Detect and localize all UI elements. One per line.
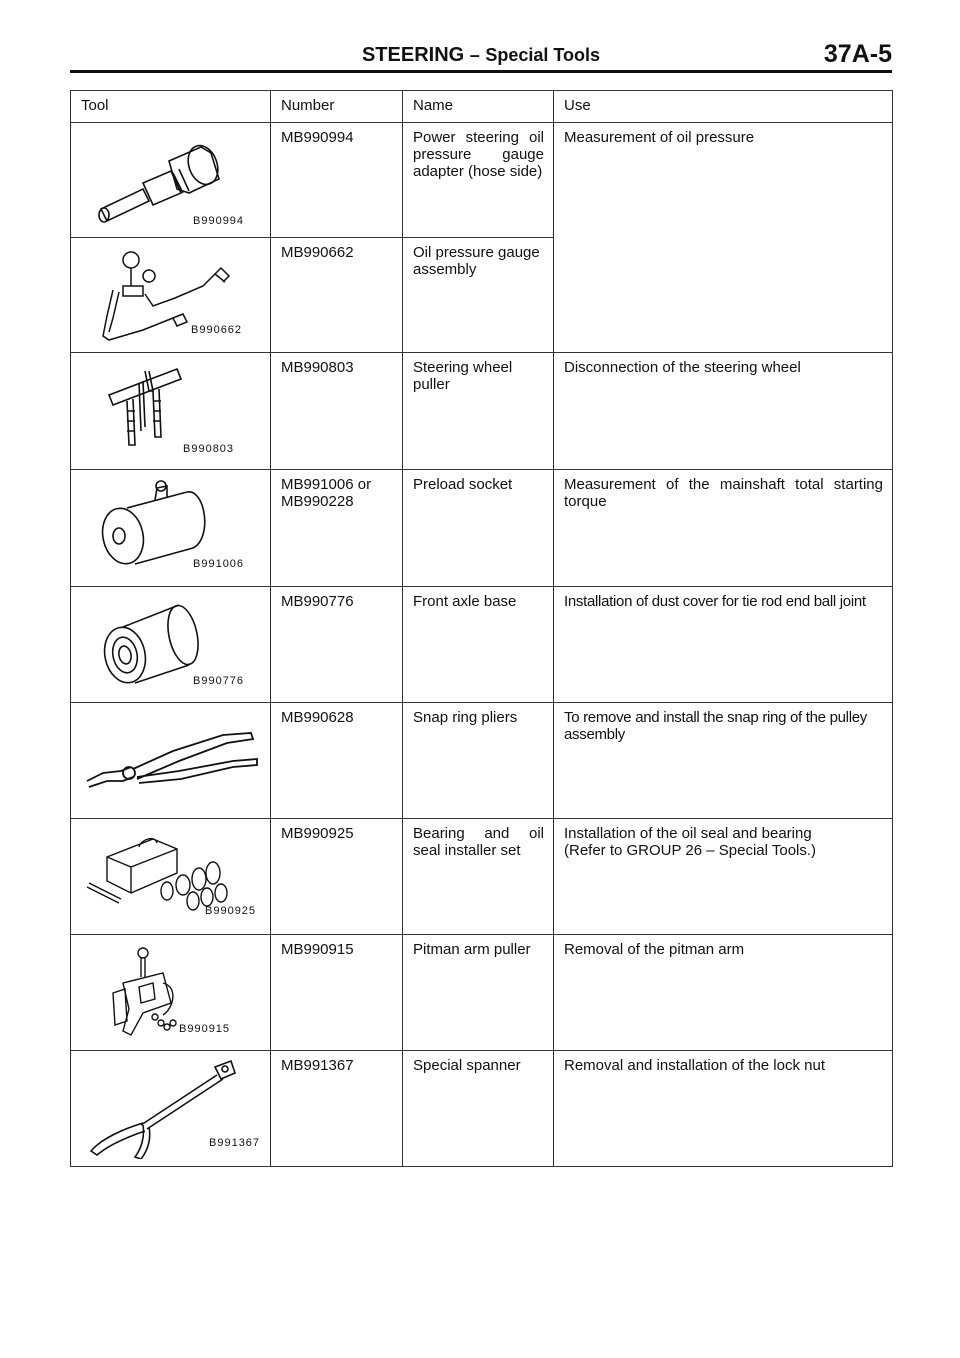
table-row (71, 353, 893, 470)
tool-use: Measurement of the mainshaft total starting torque (554, 470, 893, 587)
tool-image-label: B990925 (205, 905, 257, 917)
table-row (71, 123, 893, 238)
tool-number: MB991006 or MB990228 (271, 470, 403, 587)
tool-image-cell (71, 353, 271, 470)
table-row (71, 819, 893, 935)
tool-image-label: B990803 (183, 443, 235, 455)
tool-use: Removal and installation of the lock nut (554, 1051, 893, 1167)
tool-image-cell (71, 935, 271, 1051)
column-header-name: Name (403, 91, 554, 123)
tool-image-label: B990776 (193, 675, 245, 687)
tool-name: Pitman arm puller (403, 935, 554, 1051)
tool-use: To remove and install the snap ring of the pulley assembly (554, 703, 893, 819)
tool-image-label: B990994 (193, 215, 245, 227)
table-row (71, 1051, 893, 1167)
page-number: 37A-5 (823, 40, 892, 68)
tool-number: MB990915 (271, 935, 403, 1051)
tool-image-label: B990662 (191, 324, 243, 336)
tool-name: Special spanner (403, 1051, 554, 1167)
table-row (71, 587, 893, 703)
tool-name: Steering wheel puller (403, 353, 554, 470)
tool-number: MB990925 (271, 819, 403, 935)
header-rule (70, 70, 892, 73)
tool-number: MB990994 (271, 123, 403, 238)
tool-image-cell (71, 123, 271, 238)
tool-use: Installation of the oil seal and bearing (Refer to GROUP 26 – Special Tools.) (554, 819, 893, 935)
tool-name: Bearing and oil seal installer set (403, 819, 554, 935)
tool-image-cell (71, 470, 271, 587)
table-row (71, 703, 893, 819)
tool-number: MB990662 (271, 238, 403, 353)
column-header-number: Number (271, 91, 403, 123)
special-tools-table (70, 90, 893, 1167)
tool-image-label: B990915 (179, 1023, 231, 1035)
tool-name: Snap ring pliers (403, 703, 554, 819)
tool-name: Power steering oil pressure gauge adapter (hose side) (403, 123, 554, 238)
tool-image-cell (71, 238, 271, 353)
table-row (71, 470, 893, 587)
tool-image-cell (71, 1051, 271, 1167)
tool-use: Disconnection of the steering wheel (554, 353, 893, 470)
tool-number: MB990628 (271, 703, 403, 819)
tool-name: Front axle base (403, 587, 554, 703)
tool-use: Removal of the pitman arm (554, 935, 893, 1051)
tool-number: MB990776 (271, 587, 403, 703)
column-header-use: Use (554, 91, 893, 123)
page-title (70, 44, 892, 67)
tool-number: MB990803 (271, 353, 403, 470)
table-header-row (71, 91, 893, 123)
tool-image-cell (71, 587, 271, 703)
section-subtitle: Special Tools (485, 45, 601, 65)
tool-use: Measurement of oil pressure (554, 123, 893, 353)
snap-ring-pliers-icon (83, 711, 263, 811)
tool-image-label: B991006 (193, 558, 245, 570)
tool-name: Preload socket (403, 470, 554, 587)
column-header-tool: Tool (71, 91, 271, 123)
page-header (70, 40, 892, 70)
tool-number: MB991367 (271, 1051, 403, 1167)
tool-image-cell (71, 819, 271, 935)
tool-image-cell (71, 703, 271, 819)
tool-name: Oil pressure gauge assembly (403, 238, 554, 353)
tool-image-label: B991367 (209, 1137, 261, 1149)
tool-use: Installation of dust cover for tie rod end ball joint (554, 587, 893, 703)
title-separator: – (469, 45, 480, 65)
section-title: STEERING (361, 44, 465, 66)
table-row (71, 935, 893, 1051)
